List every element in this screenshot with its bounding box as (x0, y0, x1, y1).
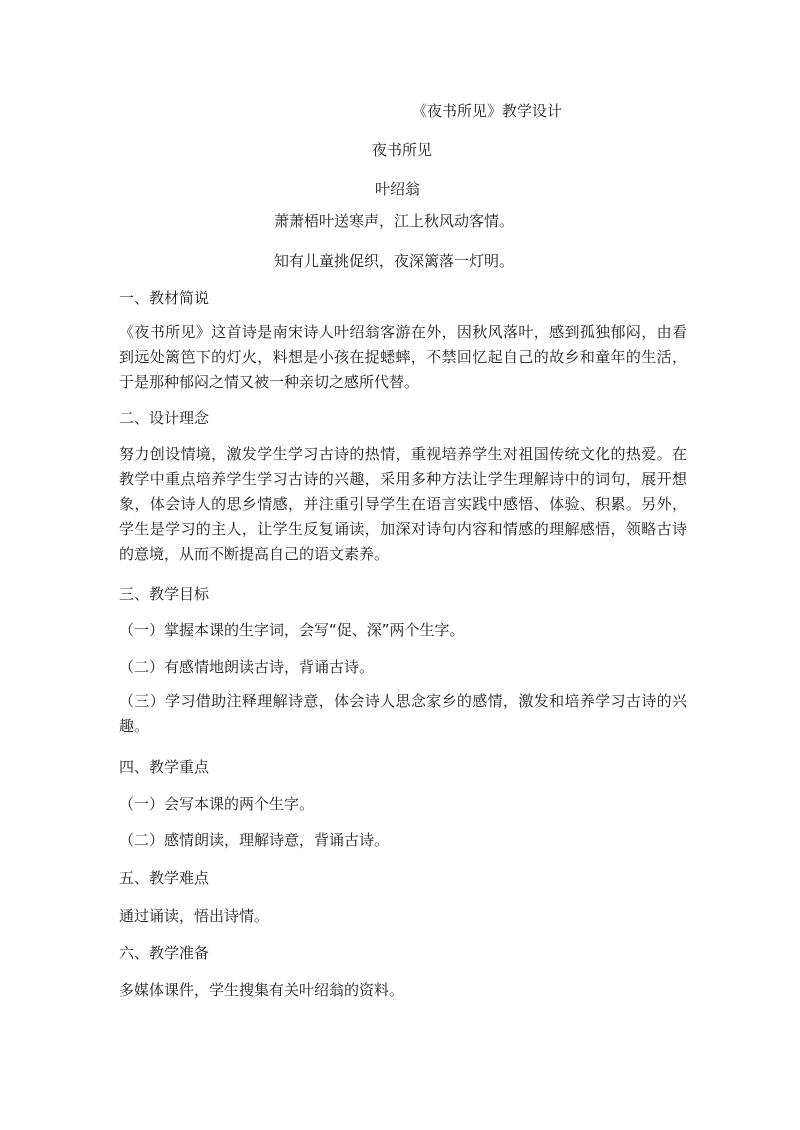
section-heading: 四、教学重点 (119, 758, 210, 776)
section-paragraph: 努力创设情境，激发学生学习古诗的热情，重视培养学生对祖国传统文化的热爱。在教学中重点培养学生学习古诗的兴趣，采用多种方法让学生理解诗中的词句，展开想象，体会诗人的思乡情感，并注重引导学生在语言实践中感悟、体验、积累。另外，学生是学习的主人，让学生反复诵读，加深对诗句内容和情感的理解感悟，领略古诗的意境，从而不断提高自己的语文素养。 (119, 445, 687, 563)
section-paragraph: 多媒体课件，学生搜集有关叶绍翁的资料。 (119, 981, 405, 999)
section-paragraph: （一）掌握本课的生字词，会写“促、深”两个生字。 (119, 621, 465, 639)
section-paragraph: （二）有感情地朗读古诗，背诵古诗。 (119, 658, 375, 676)
poem-line-1: 萧萧梧叶送寒声，江上秋风动客情。 (274, 212, 515, 230)
section-heading: 二、设计理念 (119, 409, 210, 427)
section-paragraph: （三）学习借助注释理解诗意，体会诗人思念家乡的感情，激发和培养学习古诗的兴趣。 (119, 692, 687, 735)
section-paragraph: 《夜书所见》这首诗是南宋诗人叶绍翁客游在外，因秋风落叶，感到孤独郁闷，由看到远处篱笆下的灯火，料想是小孩在捉蟋蟀，不禁回忆起自己的故乡和童年的生活，于是那种郁闷之情又被一种亲切之感所代替。 (119, 323, 687, 391)
section-heading: 五、教学难点 (119, 869, 210, 887)
section-heading: 一、教材简说 (119, 289, 210, 307)
section-heading: 六、教学准备 (119, 944, 210, 962)
poem-title: 夜书所见 (372, 141, 433, 159)
poem-author: 叶绍翁 (375, 180, 421, 198)
section-paragraph: 通过诵读，悟出诗情。 (119, 907, 270, 925)
section-heading: 三、教学目标 (119, 585, 210, 603)
poem-line-2: 知有儿童挑促织，夜深篱落一灯明。 (274, 252, 515, 270)
section-paragraph: （二）感情朗读，理解诗意，背诵古诗。 (119, 831, 390, 849)
document-title: 《夜书所见》教学设计 (412, 102, 563, 120)
section-paragraph: （一）会写本课的两个生字。 (119, 795, 315, 813)
